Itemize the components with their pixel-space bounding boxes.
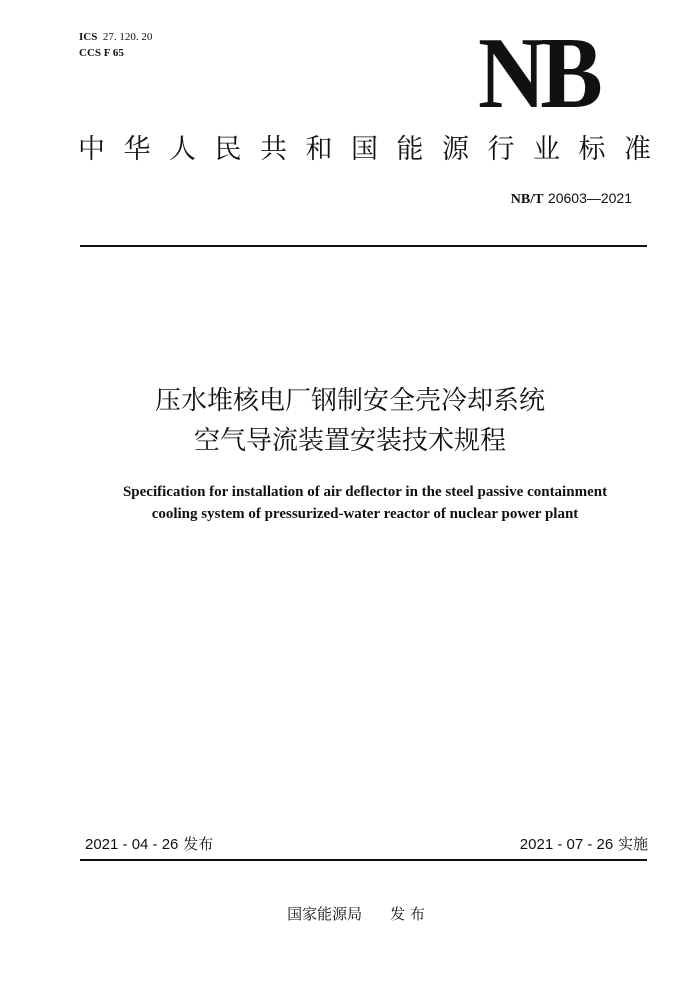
chinese-title-line-1: 压水堆核电厂钢制安全壳冷却系统 — [154, 386, 545, 416]
ccs-line — [79, 45, 152, 61]
ics-line — [79, 29, 152, 45]
top-divider — [80, 245, 647, 247]
ics-label: ICS — [79, 31, 98, 43]
english-title — [0, 481, 700, 525]
publish-date: 2021 - 04 - 26 — [85, 836, 179, 853]
ics-code: 27. 120. 20 — [102, 31, 153, 43]
issuer-action: 发 布 — [390, 905, 425, 923]
chinese-title — [0, 381, 700, 461]
issuer-name: 国家能源局 — [287, 905, 363, 923]
effective-date-block — [520, 833, 648, 856]
chinese-title-line-2: 空气导流装置安装技术规程 — [193, 426, 506, 456]
standard-prefix: NB/T — [510, 192, 544, 207]
classification-block — [79, 29, 152, 61]
publish-label: 发布 — [183, 835, 214, 853]
effective-date: 2021 - 07 - 26 — [519, 836, 614, 853]
publish-date-block — [85, 833, 213, 856]
ccs-code: F 65 — [103, 47, 124, 59]
english-title-line-2: cooling system of pressurized-water reactor of nuclear power plant — [151, 506, 579, 522]
ccs-label: CCS — [79, 47, 102, 59]
standard-code: 20603—2021 — [547, 190, 632, 206]
english-title-line-1: Specification for installation of air deflector in the steel passive containment — [122, 484, 608, 500]
effective-label: 实施 — [617, 835, 648, 853]
bottom-divider — [80, 859, 647, 861]
issuer-line — [0, 903, 700, 925]
nb-logo: NB — [478, 17, 598, 130]
standard-number — [511, 188, 632, 210]
org-title: 中华人民共和国能源行业标准 — [78, 134, 670, 165]
